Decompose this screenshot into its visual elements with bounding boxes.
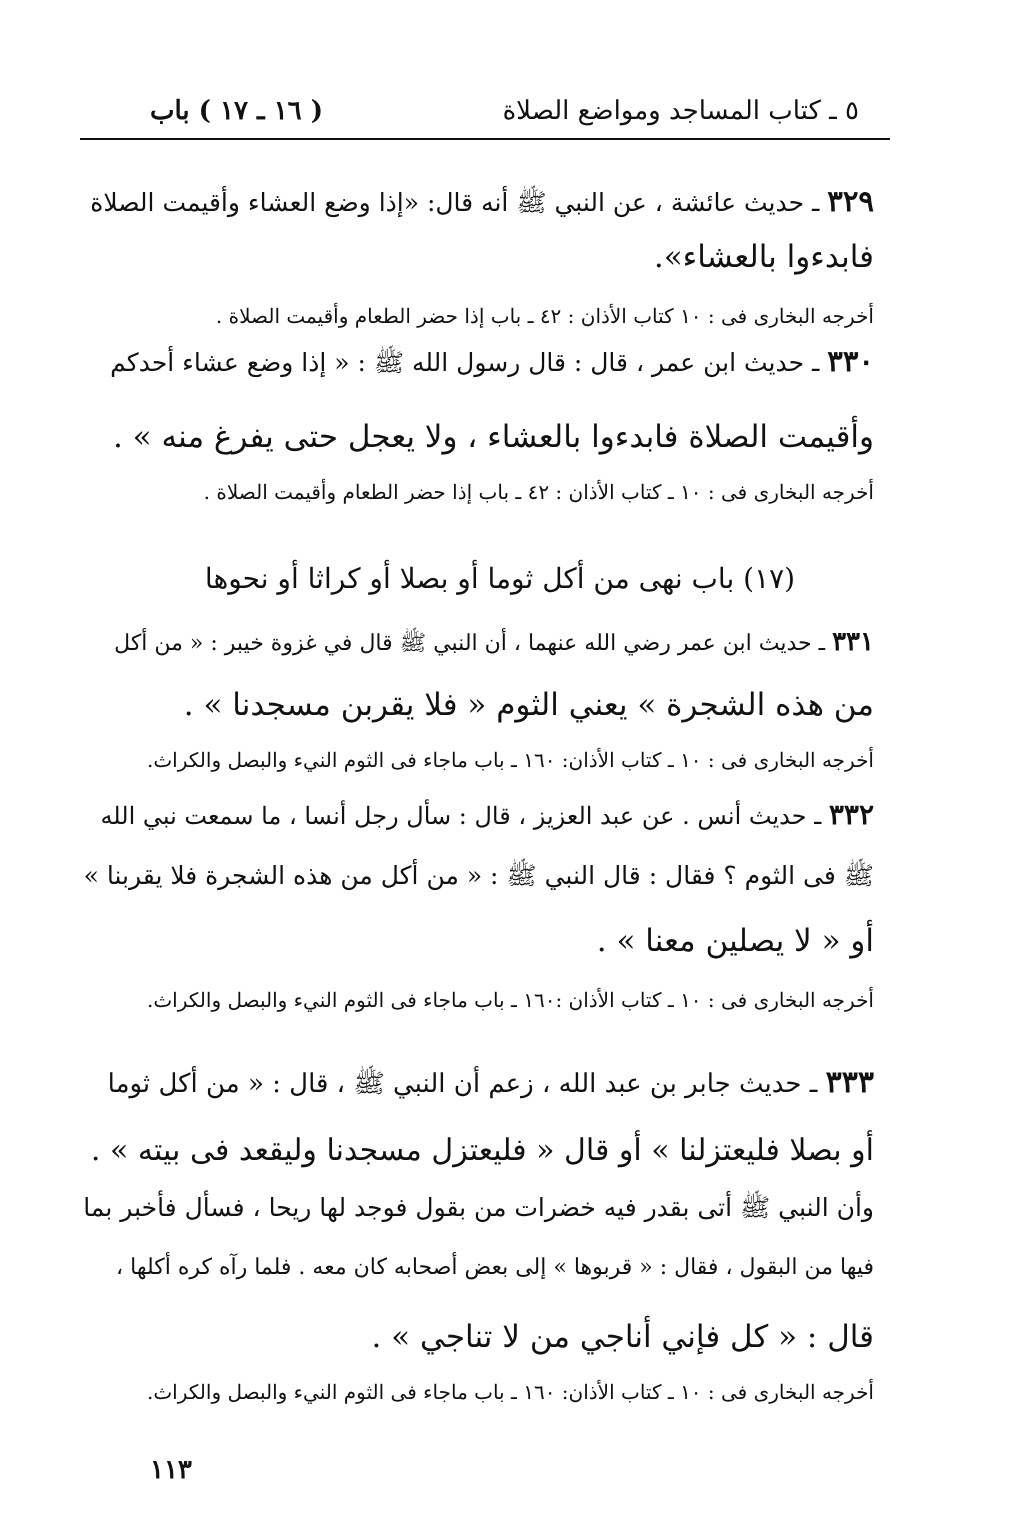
hadith-329-line-1 bbox=[84, 186, 874, 218]
hadith-number: ٣٢٩ bbox=[827, 184, 874, 218]
page-number: ١١٣ bbox=[150, 1455, 192, 1485]
hadith-330-line-1 bbox=[84, 346, 874, 378]
hadith-332-line-3: أو « لا يصلين معنا » . bbox=[596, 923, 874, 959]
hadith-330-source: أخرجه البخارى فى : ١٠ ـ كتاب الأذان : ٤٢ ـ باب إذا حضر الطعام وأقيمت الصلاة . bbox=[203, 480, 874, 504]
hadith-329-source: أخرجه البخارى فى : ١٠ كتاب الأذان : ٤٢ ـ باب إذا حضر الطعام وأقيمت الصلاة . bbox=[215, 304, 874, 328]
hadith-332-source: أخرجه البخارى فى : ١٠ ـ كتاب الأذان :١٦٠ ـ باب ماجاء فى الثوم النيء والبصل والكراث. bbox=[146, 988, 874, 1012]
hadith-333-line-2: أو بصلا فليعتزلنا » أو قال « فليعتزل مسجدنا وليقعد فى بيته » . bbox=[90, 1133, 874, 1168]
hadith-number: ٣٣٢ bbox=[828, 798, 874, 831]
hadith-333-line-1 bbox=[84, 1066, 874, 1099]
hadith-329-line-2: فابدءوا بالعشاء». bbox=[653, 239, 874, 275]
hadith-text: ـ حديث جابر بن عبد الله ، زعم أن النبي ﷺ ، قال : « من أكل ثوما bbox=[107, 1069, 818, 1099]
hadith-333-line-3: وأن النبي ﷺ أتى بقدر فيه خضرات من بقول فوجد لها ريحا ، فسأل فأخبر بما bbox=[83, 1193, 874, 1222]
hadith-330-line-2: وأقيمت الصلاة فابدءوا بالعشاء ، ولا يعجل حتى يفرغ منه » . bbox=[112, 419, 874, 455]
hadith-331-line-1 bbox=[84, 628, 874, 657]
header-rule bbox=[80, 138, 890, 140]
hadith-333-line-4: فيها من البقول ، فقال : « قربوها » إلى بعض أصحابه كان معه . فلما رآه كره أكلها ، bbox=[116, 1255, 874, 1280]
hadith-333-source: أخرجه البخارى فى : ١٠ ـ كتاب الأذان: ١٦٠ ـ باب ماجاء فى الثوم النيء والبصل والكراث. bbox=[146, 1380, 874, 1404]
hadith-text: ـ حديث ابن عمر ، قال : قال رسول الله ﷺ : « إذا وضع عشاء أحدكم bbox=[110, 348, 820, 377]
running-head-chapter: ٥ ـ كتاب المساجد ومواضع الصلاة bbox=[502, 96, 859, 126]
hadith-331-line-2: من هذه الشجرة » يعني الثوم « فلا يقربن مسجدنا » . bbox=[183, 687, 874, 723]
hadith-text: ـ حديث أنس . عن عبد العزيز ، قال : سأل رجل أنسا ، ما سمعت نبي الله bbox=[100, 802, 822, 830]
hadith-333-line-5: قال : « كل فإني أناجي من لا تناجي » . bbox=[371, 1319, 874, 1355]
hadith-331-source: أخرجه البخارى فى : ١٠ ـ كتاب الأذان: ١٦٠ ـ باب ماجاء فى الثوم النيء والبصل والكراث. bbox=[146, 748, 874, 772]
hadith-332-line-1 bbox=[84, 800, 874, 831]
chapter-heading: (١٧) باب نهى من أكل ثوما أو بصلا أو كراثا أو نحوها bbox=[204, 562, 796, 595]
hadith-number: ٣٣١ bbox=[832, 627, 874, 657]
hadith-text: ـ حديث ابن عمر رضي الله عنهما ، أن النبي ﷺ قال في غزوة خيبر : « من أكل bbox=[114, 631, 826, 656]
hadith-number: ٣٣٠ bbox=[827, 344, 874, 378]
running-head-section: ( ١٦ ـ ١٧ ) باب bbox=[150, 96, 324, 126]
hadith-number: ٣٣٣ bbox=[825, 1065, 874, 1100]
hadith-text: ـ حديث عائشة ، عن النبي ﷺ أنه قال: «إذا وضع العشاء وأقيمت الصلاة bbox=[90, 188, 820, 217]
hadith-332-line-2: ﷺ فى الثوم ؟ فقال : قال النبي ﷺ : « من أكل من هذه الشجرة فلا يقربنا » bbox=[83, 861, 874, 890]
